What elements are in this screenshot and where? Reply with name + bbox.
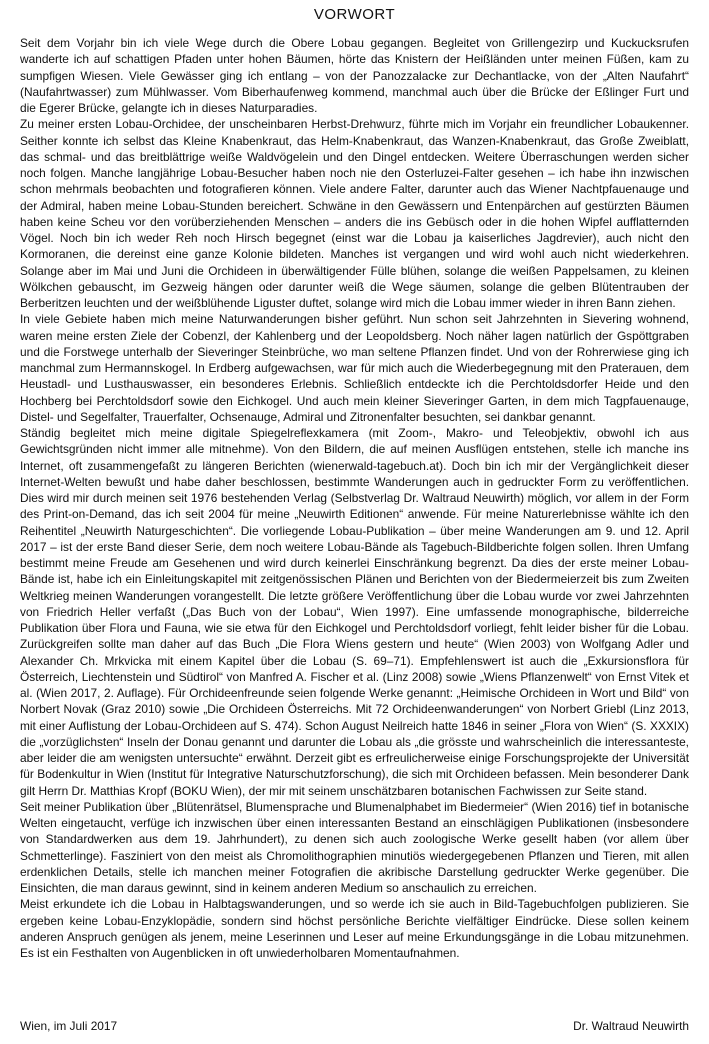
paragraph-other-areas: In viele Gebiete haben mich meine Naturwanderungen bisher geführt. Nun schon seit Jahrzehnten in Sievering wohnend, waren meine ersten Ziele der Cobenzl, der Kahlenberg und der Leopoldsberg. Noch näher lagen natürlich der Gspöttgraben und die Forstwege unterhalb der Sieveringer Steinbrüche, wo man seltene Pflanzen findet. Und von der Rohrerwiese ging ich manchmal zum Hermannskogel. In Erdberg aufgewachsen, war für mich auch die Wiederbegegnung mit den Praterauen, dem Heustadl- und Lusthauswasser, ein besonderes Erlebnis. Schließlich entdeckte ich die Perchtoldsdorfer Heide und den Hochberg bei Perchtoldsdorf sowie den Eichkogel. Und auch mein kleiner Sieveringer Garten, in dem mich Tagpfauenauge, Distel- und Segelfalter, Trauerfalter, Ochsenauge, Admiral und Zitronenfalter besuchten, sei dankbar genannt. <box>20 312 689 424</box>
place-date: Wien, im Juli 2017 <box>20 1019 118 1033</box>
author-name: Dr. Waltraud Neuwirth <box>573 1019 689 1033</box>
body-text <box>20 35 689 961</box>
signature-line <box>20 1018 689 1034</box>
paragraph-lobau-paths: Seit dem Vorjahr bin ich viele Wege durch die Obere Lobau gegangen. Begleitet von Grillengezirp und Kuckucksrufen wanderte ich auf schattigen Pfaden unter hohen Bäumen, hörte das Knistern der Heißländen unter meinen Füßen, kam zu sumpfigen Wiesen. Viele Gewässer ging ich entlang – von der Panozzalacke zur Dechantlacke, von der „Alten Naufahrt“ (Naufahrtwasser) zum Mühlwasser. Vom Biberhaufenweg kommend, manchmal auch über die Brücke der Eßlinger Furt und die Egerer Brücke, gelangte ich in dieses Naturparadies. <box>20 36 689 115</box>
page-title: VORWORT <box>313 6 396 23</box>
paragraph-orchids-fauna: Zu meiner ersten Lobau-Orchidee, der unscheinbaren Herbst-Drehwurz, führte mich im Vorjahr ein freundlicher Lobaukenner. Seither konnte ich selbst das Kleine Knabenkraut, das Helm-Knabenkraut, das Wanzen-Knabenkraut, das Große Zweiblatt, das schmal- und das breitblättrige weiße Waldvögelein und den Dingel entdecken. Weitere Überraschungen werden sicher noch folgen. Manche langjährige Lobau-Besucher haben noch nie den Osterluzei-Falter gesehen – ich habe ihn inzwischen schon mehrmals beobachten und fotografieren können. Viele andere Falter, darunter auch das Wiener Nachtpfauenauge und der Admiral, haben meine Lobau-Stunden bereichert. Schwäne in den Gewässern und Entenpärchen auf gestürzten Bäumen haben keine Scheu vor den vorüberziehenden Menschen – anders die ins Gebüsch oder in die hohen Wipfel aufflatternden Vögel. Noch bin ich weder Reh noch Hirsch begegnet (einst war die Lobau ja kaiserliches Jagdrevier), auch nicht den Kormoranen, die dereinst eine ganze Kolonie bildeten. Manches ist vergangen und wird wohl auch nicht wiederkehren. Solange aber im Mai und Juni die Orchideen in überwältigender Fülle blühen, solange die weißen Pappelsamen, zu kleinen Wölkchen gebauscht, im Gezweig hängen oder darunter weiß die Wege säumen, solange die gelben Blütentrauben der Berberitzen leuchten und der weißblühende Liguster duftet, solange wird mich die Lobau immer wieder in ihren Bann ziehen. <box>20 117 689 310</box>
paragraph-closing: Meist erkundete ich die Lobau in Halbtagswanderungen, und so werde ich sie auch in Bild-Tagebuchfolgen publizieren. Sie ergeben keine Lobau-Enzyklopädie, sondern sind höchst persönliche Berichte vielfältiger Eindrücke. Diese sollen keinem anderen Anspruch genügen als jenem, meine Leserinnen und Leser auf meine Erkundungsgänge in die Lobau mitzunehmen. Es ist ein Festhalten von Augenblicken in oft unwiederholbaren Momentaufnahmen. <box>20 897 689 960</box>
paragraph-botanical-works: Seit meiner Publikation über „Blütenrätsel, Blumensprache und Blumenalphabet im Biedermeier“ (Wien 2016) tief in botanische Welten eingetaucht, verfüge ich inzwischen über einen interessanten Bestand an einschlägigen Publikationen (insbesondere von Standardwerken aus dem 19. Jahrhundert), zu denen sich auch zoologische Werke gesellt haben (vor allem über Schmetterlinge). Fasziniert von den meist als Chromolithographien minutiös wiedergegebenen Pflanzen und Tieren, mit allen erdenklichen Details, stelle ich manchen meiner Fotografien die akribische Darstellung gedruckter Werke gegenüber. Die Einsichten, die man daraus gewinnt, sind in keinem anderen Medium so anschaulich zu erreichen. <box>20 799 689 895</box>
paragraph-camera-publications: Ständig begleitet mich meine digitale Spiegelreflexkamera (mit Zoom-, Makro- und Teleobjektiv, obwohl ich aus Gewichtsgründen nicht immer alle mitnehme). Von den Bildern, die auf meinen Ausflügen entstehen, stelle ich manche ins Internet, oft zusammengefaßt zu längeren Berichten (wienerwald-tagebuch.at). Doch bin ich mir der Vergänglichkeit dieser Internet-Welten bewußt und habe daher beschlossen, bestimmte Wanderungen auch in gedruckter Form zu veröffentlichen. Dies wird mir durch meinen seit 1976 bestehenden Verlag (Selbstverlag Dr. Waltraud Neuwirth) möglich, vor allem in der Form des Print-on-Demand, das ich seit 2004 für meine „Neuwirth Editionen“ anwende. Für meine Naturerlebnisse wählte ich den Reihentitel „Neuwirth Naturgeschichten“. Die vorliegende Lobau-Publikation – über meine Wanderungen am 9. und 12. April 2017 – ist der erste Band dieser Serie, dem noch weitere Lobau-Bände als Tagebuch-Bildberichte folgen sollen. Ihren Umfang bestimmt meine Freude am Gesehenen und wird durch keinerlei Einschränkung begrenzt. Da dies der erste meiner Lobau-Bände ist, habe ich ein Einleitungskapitel mit zeitgenössischen Plänen und Berichten von der Biedermeierzeit bis zum Zweiten Weltkrieg meinen Wanderungen vorangestellt. Die letzte größere Veröffentlichung über die Lobau wurde vor zwei Jahrzehnten von Friedrich Heller verfaßt („Das Buch von der Lobau“, Wien 1997). Eine umfassende monographische, bilderreiche Publikation über Flora und Fauna, wie sie etwa für den Eichkogel und Perchtoldsdorf vorliegt, fehlt leider bisher für die Lobau. Zurückgreifen sollte man daher auf das Buch „Die Flora Wiens gestern und heute“ (Wien 2003) von Wolfgang Adler und Alexander Ch. Mrkvicka mit einem Kapitel über die Lobau (S. 69–71). Empfehlenswert ist auch die „Exkursionsflora für Österreich, Liechtenstein und Südtirol“ von Manfred A. Fischer et al. (Linz 2008) sowie „Wiens Pflanzenwelt“ von Ernst Vitek et al. (Wien 2017, 2. Auflage). Für Orchideenfreunde seien folgende Werke genannt: „Heimische Orchideen in Wort und Bild“ von Norbert Novak (Graz 2010) sowie „Die Orchideen Österreichs. Mit 72 Orchideenwanderungen“ von Norbert Griebl (Linz 2013, mit einer Auflistung der Lobau-Orchideen auf S. 474). Schon August Neilreich hatte 1846 in seiner „Flora von Wien“ (S. XXXIX) die „vorzüglichsten“ Inseln der Donau genannt und darunter die Lobau als „die grösste und wahrscheinlich die interessanteste, aber leider die am wenigsten untersuchte“ erwähnt. Derzeit gibt es erfreulicherweise einige Forschungsprojekte der Universität für Bodenkultur in Wien (Institut für Integrative Naturschutzforschung), die sich mit Orchideen befassen. Mein besonderer Dank gilt Herrn Dr. Matthias Kropf (BOKU Wien), der mir mit seinem unschätzbaren botanischen Fachwissen zur Seite stand. <box>20 426 689 798</box>
